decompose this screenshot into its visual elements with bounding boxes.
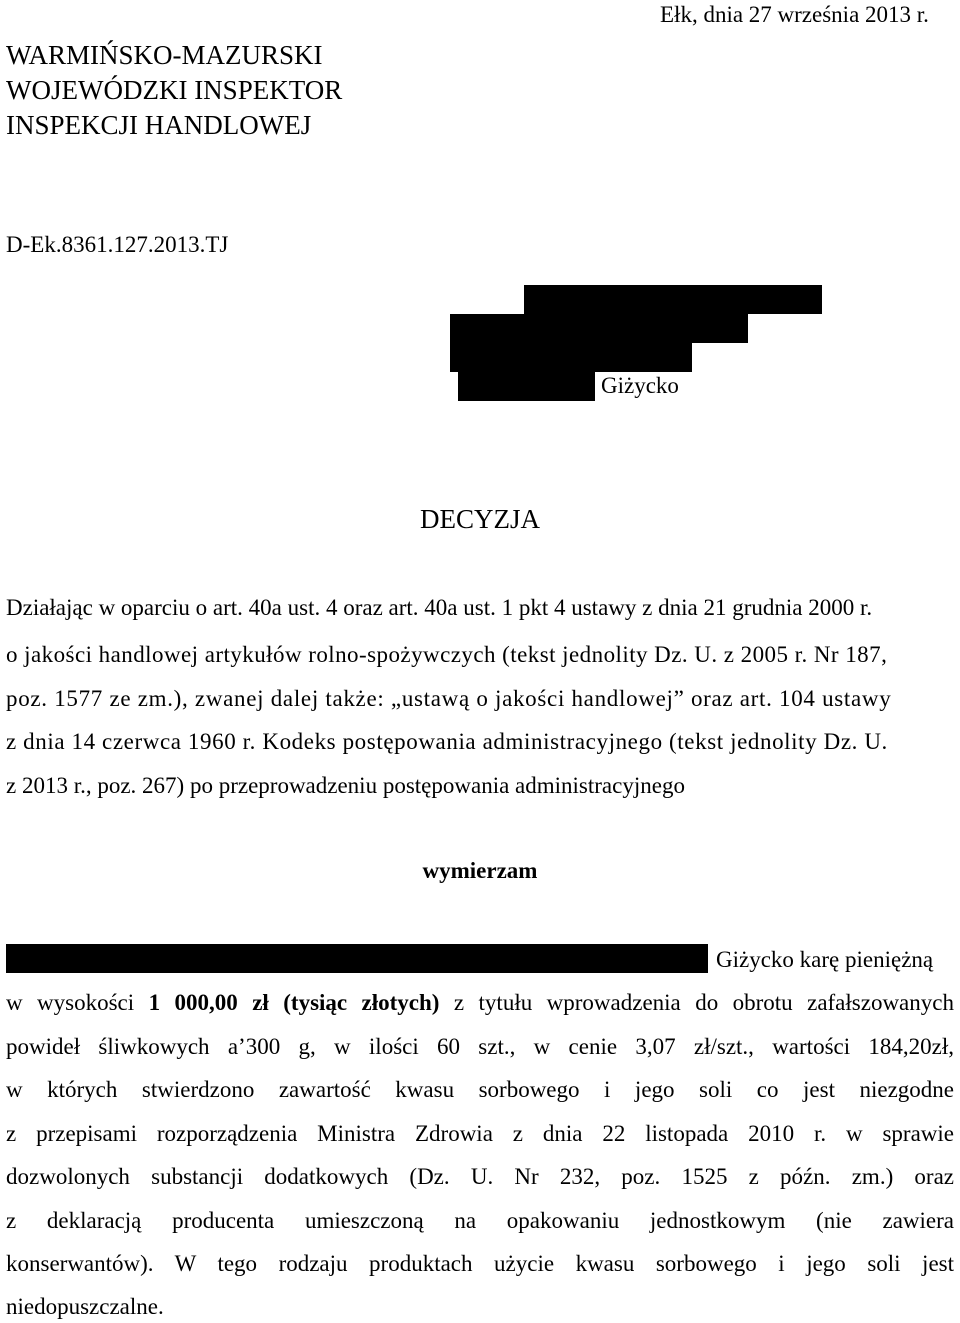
addressee-city: Giżycko xyxy=(601,373,679,398)
fine-amount: 1 000,00 zł (tysiąc złotych) xyxy=(148,990,440,1015)
body-last-line: niedopuszczalne. xyxy=(6,1294,164,1319)
body-line: w których stwierdzono zawartość kwasu sorbowego i jego soli co jest niezgodne xyxy=(6,1077,954,1102)
body-line: z przepisami rozporządzenia Ministra Zdrowia z dnia 22 listopada 2010 r. w sprawie xyxy=(6,1121,954,1146)
basis-line: o jakości handlowej artykułów rolno-spożywczych (tekst jednolity Dz. U. z 2005 r. Nr 187, xyxy=(6,642,888,667)
authority-line: INSPEKCJI HANDLOWEJ xyxy=(6,110,312,140)
basis-line: z dnia 14 czerwca 1960 r. Kodeks postępowania administracyjnego (tekst jednolity Dz. U. xyxy=(6,729,888,754)
redaction-bar xyxy=(450,343,692,372)
recipient-tail: Giżycko karę pieniężną xyxy=(716,947,934,972)
authority-line: WARMIŃSKO-MAZURSKI xyxy=(6,40,323,70)
basis-line: z 2013 r., poz. 267) po przeprowadzeniu postępowania administracyjnego xyxy=(6,773,685,798)
redaction-bar xyxy=(458,372,595,401)
decision-verb: wymierzam xyxy=(422,858,538,883)
issuing-authority xyxy=(6,38,342,143)
basis-line: Działając w oparciu o art. 40a ust. 4 oraz art. 40a ust. 1 pkt 4 ustawy z dnia 21 grudnia 2000 r. xyxy=(6,595,873,620)
case-number: D-Ek.8361.127.2013.TJ xyxy=(6,232,229,257)
body-line: dozwolonych substancji dodatkowych (Dz. U. Nr 232, poz. 1525 z późn. zm.) oraz xyxy=(6,1164,954,1189)
document-title: DECYZJA xyxy=(420,504,540,534)
authority-line: WOJEWÓDZKI INSPEKTOR xyxy=(6,75,343,105)
place-and-date: Ełk, dnia 27 września 2013 r. xyxy=(660,2,929,27)
redaction-bar xyxy=(6,944,708,973)
body-line: z deklaracją producenta umieszczoną na opakowaniu jednostkowym (nie zawiera xyxy=(6,1208,954,1233)
redaction-bar xyxy=(450,314,748,343)
fine-line xyxy=(6,990,954,1016)
fine-suffix: z tytułu wprowadzenia do obrotu zafałszowanych xyxy=(439,990,954,1015)
body-line: konserwantów). W tego rodzaju produktach użycie kwasu sorbowego i jego soli jest xyxy=(6,1251,954,1276)
fine-prefix: w wysokości xyxy=(6,990,149,1015)
basis-line: poz. 1577 ze zm.), zwanej dalej także: „ustawą o jakości handlowej” oraz art. 104 ustawy xyxy=(6,686,892,711)
body-line: powideł śliwkowych a’300 g, w ilości 60 szt., w cenie 3,07 zł/szt., wartości 184,20zł, xyxy=(6,1034,954,1059)
redaction-bar xyxy=(524,285,822,314)
